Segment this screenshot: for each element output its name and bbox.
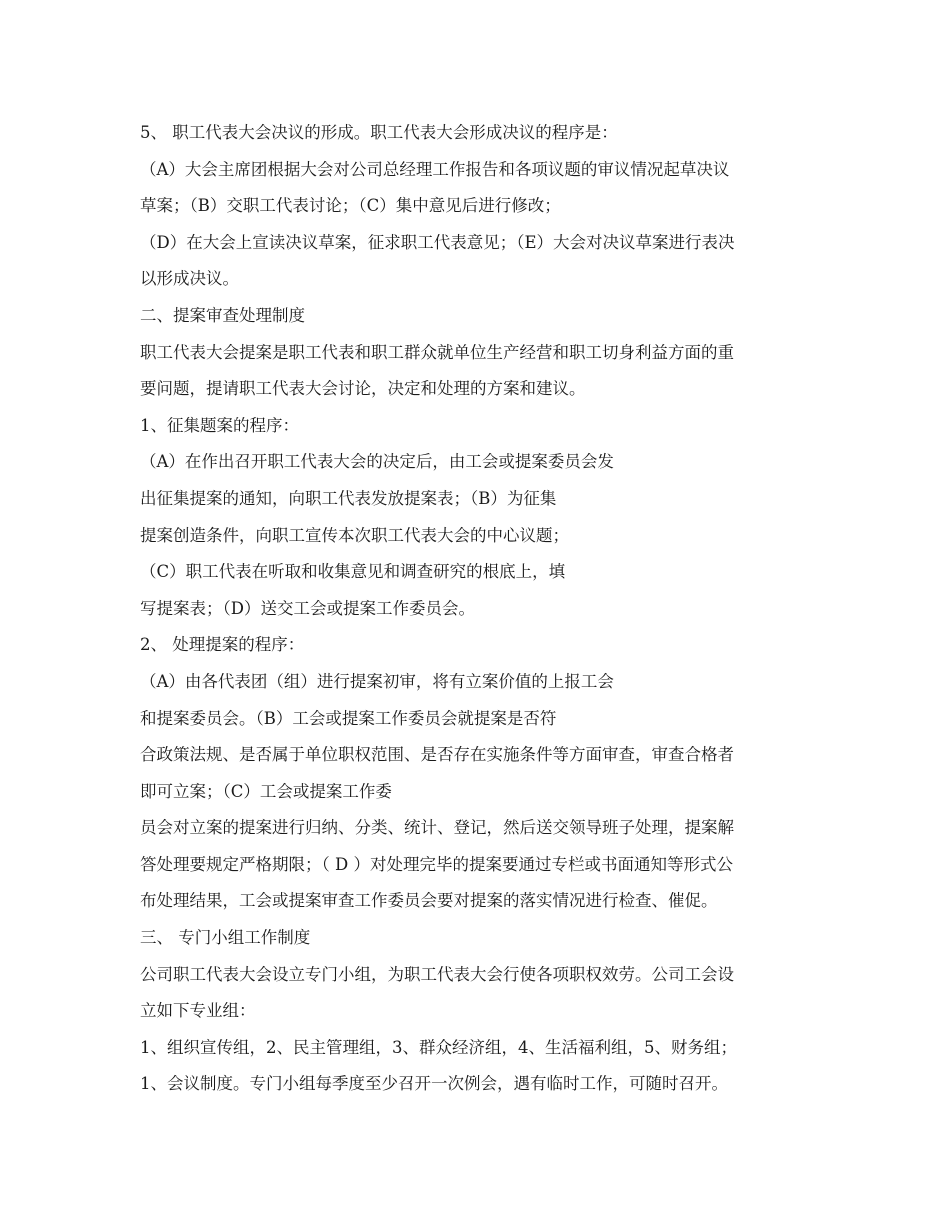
text-line: 以形成决议。 xyxy=(140,269,239,289)
text-line: （A）由各代表团（组）进行提案初审，将有立案价值的上报工会 xyxy=(140,671,614,691)
text-line: 要问题，提请职工代表大会讨论，决定和处理的方案和建议。 xyxy=(140,379,586,399)
text-line: （C）职工代表在听取和收集意见和调查研究的根底上，填 xyxy=(140,562,566,582)
text-line: 写提案表；（D）送交工会或提案工作委员会。 xyxy=(140,598,475,618)
subsection-heading: 2、 处理提案的程序： xyxy=(140,635,305,655)
text-line: 即可立案；（C）工会或提案工作委 xyxy=(140,781,392,801)
section-heading: 三、 专门小组工作制度 xyxy=(140,928,311,948)
text-line: 出征集提案的通知，向职工代表发放提案表；（B）为征集 xyxy=(140,488,557,508)
text-line: 答处理要规定严格期限；（ D ）对处理完毕的提案要通过专栏或书面通知等形式公 xyxy=(140,854,733,874)
text-line: （A）大会主席团根据大会对公司总经理工作报告和各项议题的审议情况起草决议 xyxy=(140,159,730,179)
text-line: 5、 职工代表大会决议的形成。职工代表大会形成决议的程序是： xyxy=(140,123,618,142)
text-line: 提案创造条件，向职工宣传本次职工代表大会的中心议题； xyxy=(140,525,569,545)
text-line: （D）在大会上宣读决议草案，征求职工代表意见；（E）大会对决议草案进行表决 xyxy=(140,232,735,252)
section-heading: 二、提案审查处理制度 xyxy=(140,305,305,325)
text-line: 职工代表大会提案是职工代表和职工群众就单位生产经营和职工切身利益方面的重 xyxy=(140,342,734,362)
text-line: 1、组织宣传组，2、民主管理组，3、群众经济组，4、生活福利组，5、财务组； xyxy=(140,1037,737,1057)
subsection-heading: 1、征集题案的程序： xyxy=(140,415,299,435)
text-line: 立如下专业组： xyxy=(140,1001,256,1021)
text-line: 合政策法规、是否属于单位职权范围、是否存在实施条件等方面审查，审查合格者 xyxy=(140,745,734,765)
text-line: 草案；（B）交职工代表讨论；（C）集中意见后进行修改； xyxy=(140,196,561,216)
text-line: 1、会议制度。专门小组每季度至少召开一次例会，遇有临时工作，可随时召开。 xyxy=(140,1074,728,1094)
text-line: （A）在作出召开职工代表大会的决定后，由工会或提案委员会发 xyxy=(140,452,614,472)
text-line: 公司职工代表大会设立专门小组，为职工代表大会行使各项职权效劳。公司工会设 xyxy=(140,964,734,984)
text-line: 员会对立案的提案进行归纳、分类、统计、登记，然后送交领导班子处理，提案解 xyxy=(140,818,734,838)
text-line: 和提案委员会。（B）工会或提案工作委员会就提案是否符 xyxy=(140,708,557,728)
text-line: 布处理结果，工会或提案审查工作委员会要对提案的落实情况进行检查、催促。 xyxy=(140,891,718,911)
document-body xyxy=(140,115,820,1103)
